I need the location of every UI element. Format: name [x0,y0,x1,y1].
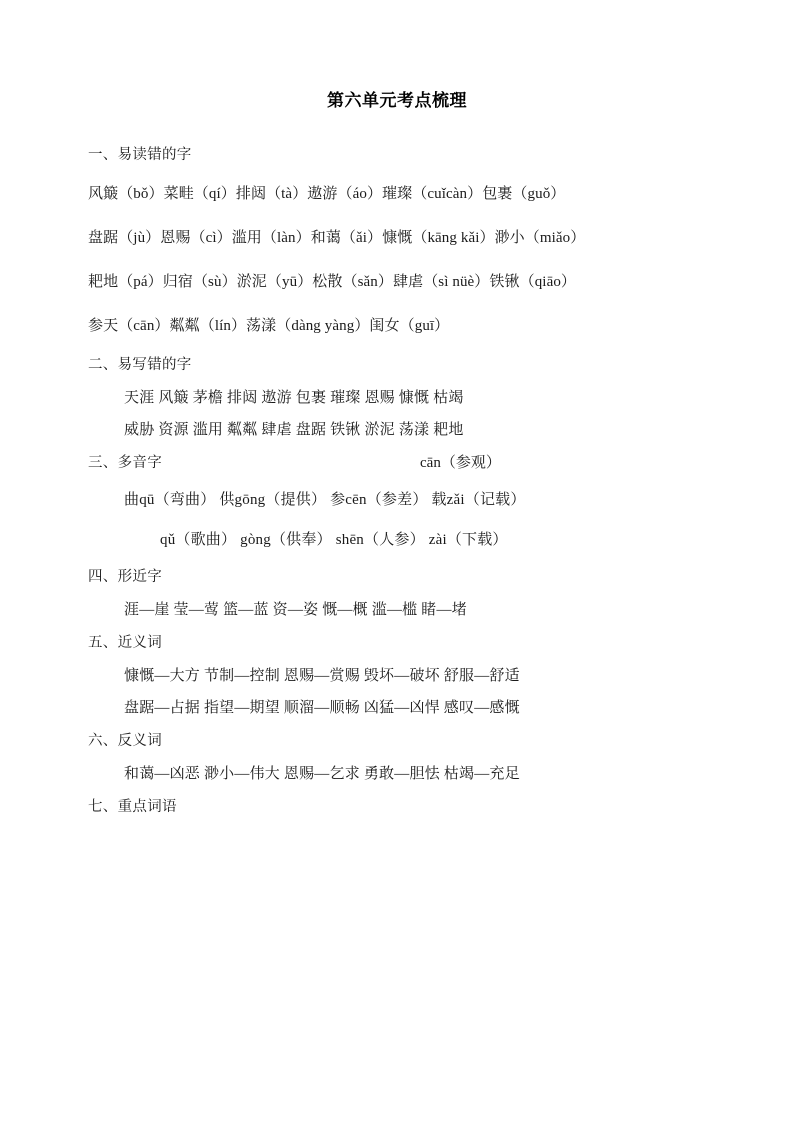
section-1-line-1: 风簸（bǒ）菜畦（qí）排闼（tà）遨游（áo）璀璨（cuǐcàn）包裹（guǒ） [88,186,566,202]
section-1-line-2: 盘踞（jù）恩赐（cì）滥用（làn）和蔼（ǎi）慷慨（kāng kǎi）渺小（miǎo） [88,230,586,246]
section-3-row-2: qǔ（歌曲） gòng（供奉） shēn（人参） zài（下载） [160,532,508,548]
section-3-heading-row [88,446,706,480]
section-4-row-1: 涯—崖 莹—莺 篮—蓝 资—姿 慨—概 滥—槛 睹—堵 [124,602,467,618]
section-2-row-1: 天涯 风簸 茅檐 排闼 遨游 包裹 璀璨 恩赐 慷慨 枯竭 [124,390,464,406]
section-heading-6: 六、反义词 [88,733,162,749]
section-2-row-2: 威胁 资源 滥用 粼粼 肆虐 盘踞 铁锹 淤泥 荡漾 耙地 [124,422,464,438]
section-1-line-4: 参天（cān）粼粼（lín）荡漾（dàng yàng）闺女（guī） [88,318,450,334]
section-heading-5: 五、近义词 [88,635,162,651]
page-title: 第六单元考点梳理 [327,91,467,110]
section-heading-2: 二、易写错的字 [88,357,192,373]
section-heading-1: 一、易读错的字 [88,147,192,163]
section-5-row-2: 盘踞—占据 指望—期望 顺溜—顺畅 凶猛—凶悍 感叹—感慨 [124,700,520,716]
section-5-row-1: 慷慨—大方 节制—控制 恩赐—赏赐 毁坏—破坏 舒服—舒适 [124,668,520,684]
section-heading-3: 三、多音字 [88,455,162,471]
section-3-top-right-entry: cān（参观） [420,455,501,471]
section-heading-4: 四、形近字 [88,569,162,585]
document-content [88,86,706,824]
section-1-line-3: 耙地（pá）归宿（sù）淤泥（yū）松散（sǎn）肆虐（sì nüè）铁锹（qiāo） [88,274,577,290]
section-heading-7: 七、重点词语 [88,799,177,815]
section-6-row-1: 和蔼—凶恶 渺小—伟大 恩赐—乞求 勇敢—胆怯 枯竭—充足 [124,766,520,782]
section-3-row-1: 曲qū（弯曲） 供gōng（提供） 参cēn（参差） 载zǎi（记载） [124,492,526,508]
